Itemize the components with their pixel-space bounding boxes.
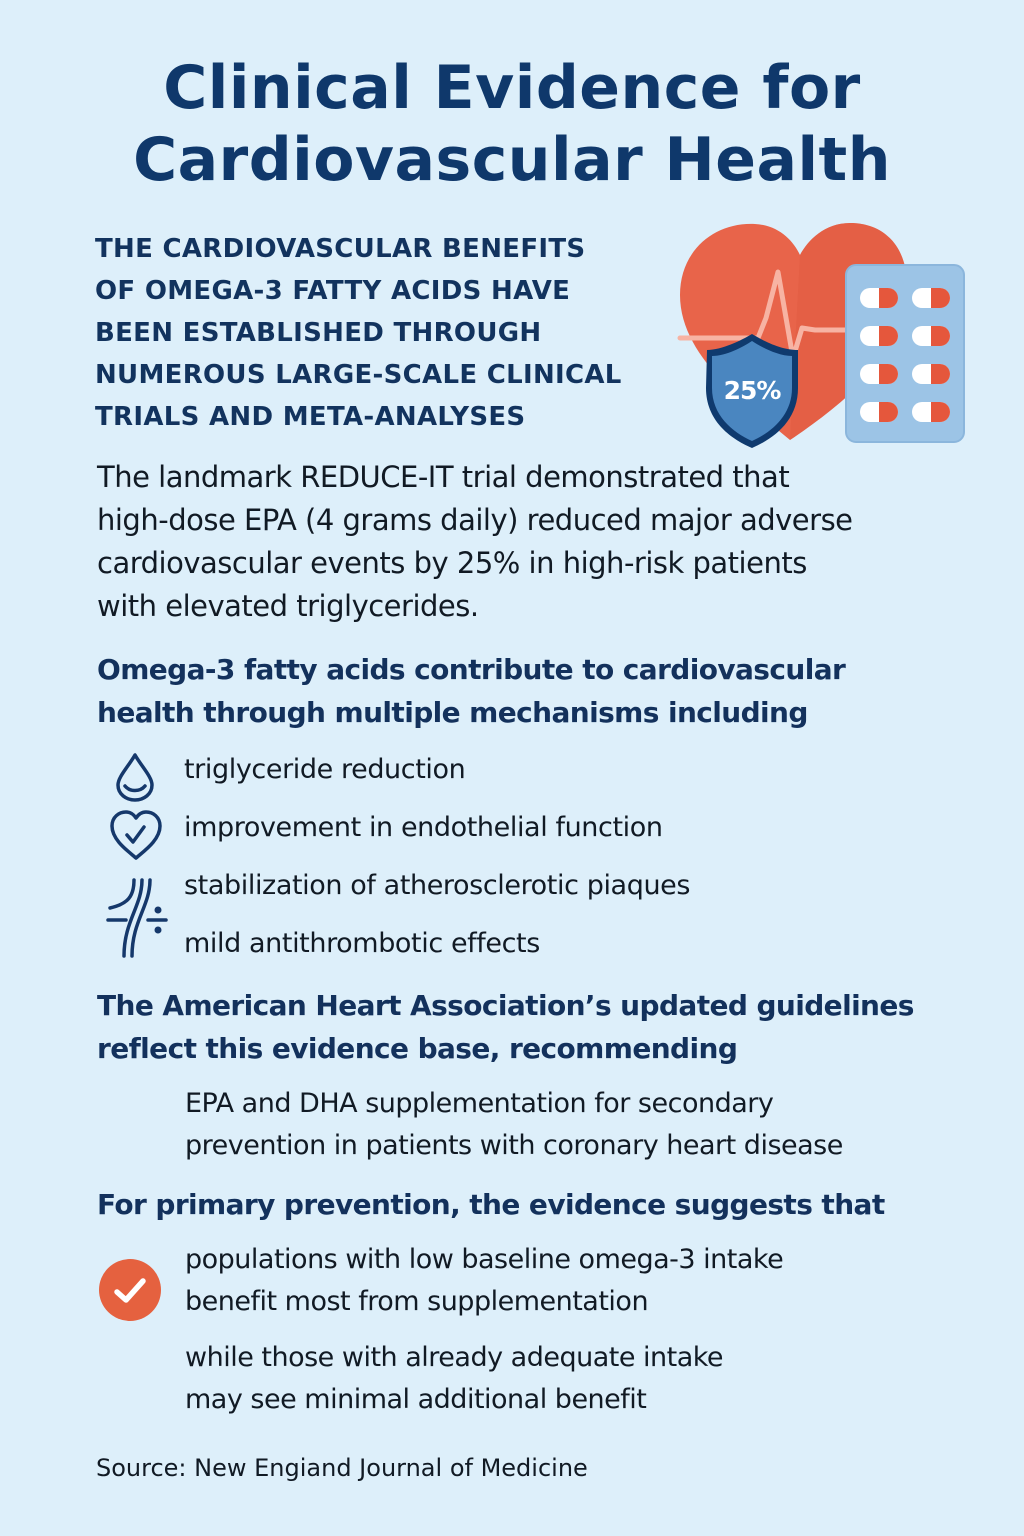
heart-check-icon	[108, 808, 164, 862]
reduce-it-paragraph	[97, 456, 853, 628]
heading-line: Omega-3 fatty acids contribute to cardiovascular	[97, 653, 846, 686]
source-citation: Source: New Engiand Journal of Medicine	[96, 1454, 588, 1482]
aha-heading	[97, 984, 914, 1070]
point-line: while those with already adequate intake	[185, 1342, 724, 1373]
pill-blister-icon	[846, 265, 964, 442]
mechanism-item: triglyceride reduction	[184, 754, 466, 785]
intro-line: OF OMEGA-3 FATTY ACIDS HAVE	[95, 276, 571, 306]
recommendation-line: EPA and DHA supplementation for secondary	[185, 1088, 774, 1119]
check-circle-icon	[98, 1258, 162, 1322]
paragraph-line: cardiovascular events by 25% in high-risk patients	[97, 546, 807, 580]
mechanisms-heading	[97, 648, 845, 734]
title-line-1: Clinical Evidence for	[163, 53, 861, 123]
paragraph-line: with elevated triglycerides.	[97, 589, 479, 623]
heading-line: The American Heart Association’s updated guidelines	[97, 989, 914, 1022]
point-line: populations with low baseline omega-3 intake	[185, 1244, 784, 1275]
paragraph-line: high-dose EPA (4 grams daily) reduced major adverse	[97, 503, 853, 537]
intro-line: THE CARDIOVASCULAR BENEFITS	[95, 234, 586, 264]
title-line-2: Cardiovascular Health	[133, 125, 891, 195]
mechanism-item: improvement in endothelial function	[184, 812, 663, 843]
paragraph-line: The landmark REDUCE-IT trial demonstrated that	[97, 460, 790, 494]
mechanism-item: stabilization of atherosclerotic piaques	[184, 870, 691, 901]
point-line: benefit most from supplementation	[185, 1286, 649, 1317]
heading-line: reflect this evidence base, recommending	[97, 1032, 738, 1065]
page-title	[0, 52, 1024, 196]
prevention-point-adequate-intake	[185, 1337, 723, 1421]
prevention-point-low-intake	[185, 1239, 783, 1323]
droplet-icon	[112, 752, 158, 802]
shield-percentage: 25%	[723, 376, 781, 405]
aha-recommendation	[185, 1083, 843, 1167]
intro-statement	[95, 228, 685, 438]
intro-line: BEEN ESTABLISHED THROUGH	[95, 318, 542, 348]
artery-icon	[106, 876, 170, 958]
primary-prevention-heading: For primary prevention, the evidence suggests that	[97, 1188, 885, 1221]
heading-line: health through multiple mechanisms including	[97, 696, 808, 729]
intro-line: TRIALS AND META-ANALYSES	[95, 402, 526, 432]
point-line: may see minimal additional benefit	[185, 1384, 647, 1415]
recommendation-line: prevention in patients with coronary heart disease	[185, 1130, 843, 1161]
intro-line: NUMEROUS LARGE-SCALE CLINICAL	[95, 360, 622, 390]
mechanism-item: mild antithrombotic effects	[184, 928, 540, 959]
hero-illustration	[660, 210, 980, 460]
